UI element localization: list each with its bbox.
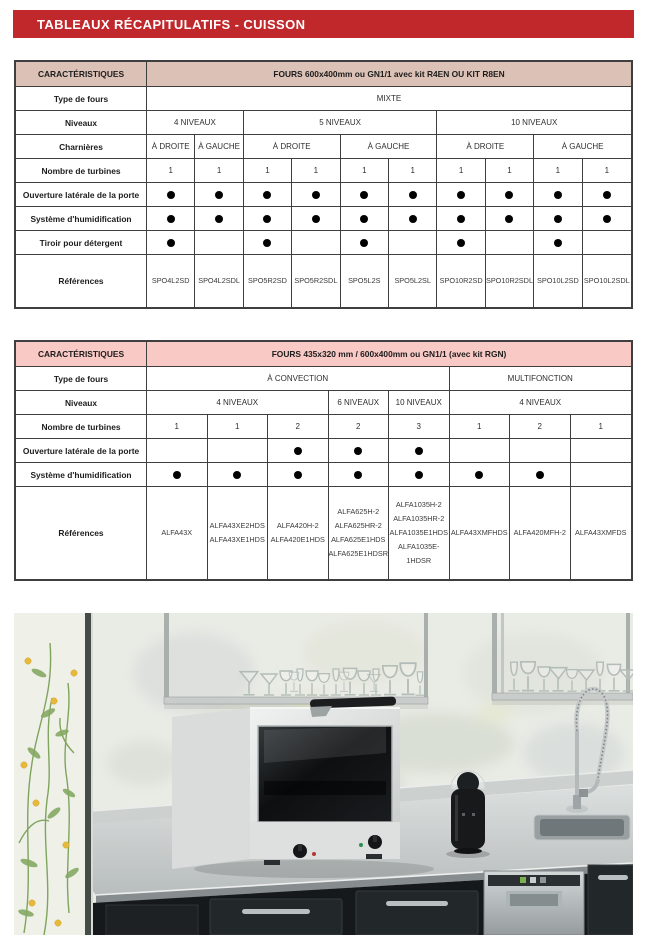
filled-dot-icon <box>415 447 423 455</box>
filled-dot-icon <box>263 239 271 247</box>
summary-table-fours-mixte <box>14 60 633 309</box>
value-cell: 1 <box>195 159 243 183</box>
reference-cell <box>268 487 329 579</box>
table-row <box>16 463 631 487</box>
value-cell: 1 <box>534 159 582 183</box>
feature-dot-cell <box>329 439 390 463</box>
reference-line: ALFA625H-2 <box>337 507 380 516</box>
table-row <box>16 367 631 391</box>
feature-dot-cell <box>389 207 437 231</box>
filled-dot-icon <box>603 191 611 199</box>
table-title-cell: CARACTÉRISTIQUES <box>16 342 147 367</box>
row-label: Références <box>16 487 147 579</box>
feature-dot-cell <box>244 207 292 231</box>
value-cell: 1 <box>583 159 631 183</box>
filled-dot-icon <box>360 191 368 199</box>
value-cell: 1 <box>244 159 292 183</box>
row-label: Type de fours <box>16 87 147 111</box>
reference-cell: SPO4L2SD <box>147 255 195 307</box>
empty-cell <box>208 439 269 463</box>
feature-dot-cell <box>341 183 389 207</box>
value-cell: 1 <box>437 159 485 183</box>
value-cell: 1 <box>571 415 632 439</box>
feature-dot-cell <box>147 207 195 231</box>
row-label: Nombre de turbines <box>16 159 147 183</box>
filled-dot-icon <box>505 215 513 223</box>
value-cell: À GAUCHE <box>534 135 631 159</box>
value-cell: À DROITE <box>244 135 341 159</box>
feature-dot-cell <box>534 207 582 231</box>
feature-dot-cell <box>147 183 195 207</box>
red-indicator-light <box>312 852 316 856</box>
feature-dot-cell <box>450 463 511 487</box>
table-row <box>16 391 631 415</box>
table-header-cell: FOURS 600x400mm ou GN1/1 avec kit R4EN OU KIT R8EN <box>147 62 631 87</box>
filled-dot-icon <box>554 191 562 199</box>
reference-cell: SPO5R2SD <box>244 255 292 307</box>
value-cell: 2 <box>329 415 390 439</box>
row-label: Ouverture latérale de la porte <box>16 183 147 207</box>
value-cell: 3 <box>389 415 450 439</box>
value-cell: À GAUCHE <box>341 135 438 159</box>
filled-dot-icon <box>263 215 271 223</box>
value-cell: 1 <box>147 415 208 439</box>
table-row <box>16 231 631 255</box>
value-cell: 10 NIVEAUX <box>389 391 450 415</box>
oven-window <box>258 726 392 822</box>
empty-cell <box>147 439 208 463</box>
filled-dot-icon <box>294 471 302 479</box>
row-label: Niveaux <box>16 391 147 415</box>
filled-dot-icon <box>457 215 465 223</box>
kitchen-photo <box>14 613 633 935</box>
sink <box>534 815 630 840</box>
reference-line: ALFA43XMFDS <box>574 528 627 537</box>
feature-dot-cell <box>534 183 582 207</box>
value-cell: 2 <box>510 415 571 439</box>
row-label: Système d'humidification <box>16 207 147 231</box>
feature-dot-cell <box>510 463 571 487</box>
empty-cell <box>510 439 571 463</box>
empty-cell <box>389 231 437 255</box>
table-row <box>16 487 631 579</box>
green-indicator-light <box>359 843 363 847</box>
reference-line: ALFA420H-2 <box>276 521 319 530</box>
feature-dot-cell <box>437 231 485 255</box>
value-cell: 1 <box>292 159 340 183</box>
filled-dot-icon <box>167 191 175 199</box>
feature-dot-cell <box>329 463 390 487</box>
feature-dot-cell <box>268 439 329 463</box>
filled-dot-icon <box>415 471 423 479</box>
value-cell: 4 NIVEAUX <box>147 111 244 135</box>
table-row <box>16 415 631 439</box>
value-cell: À DROITE <box>147 135 195 159</box>
reference-cell: SPO5R2SDL <box>292 255 340 307</box>
feature-dot-cell <box>389 439 450 463</box>
reference-cell: SPO5L2S <box>341 255 389 307</box>
filled-dot-icon <box>233 471 241 479</box>
value-cell: 6 NIVEAUX <box>329 391 390 415</box>
drawer-handle <box>386 901 448 906</box>
row-label: Niveaux <box>16 111 147 135</box>
filled-dot-icon <box>215 191 223 199</box>
row-label: Références <box>16 255 147 307</box>
reference-line: ALFA420MFH-2 <box>513 528 566 537</box>
feature-dot-cell <box>208 463 269 487</box>
table-header-cell: FOURS 435x320 mm / 600x400mm ou GN1/1 (avec kit RGN) <box>147 342 631 367</box>
value-cell: 1 <box>208 415 269 439</box>
reference-cell <box>450 487 511 579</box>
reference-cell <box>208 487 269 579</box>
filled-dot-icon <box>603 215 611 223</box>
reference-line: 1HDSR <box>406 556 432 565</box>
filled-dot-icon <box>354 471 362 479</box>
feature-dot-cell <box>437 207 485 231</box>
filled-dot-icon <box>475 471 483 479</box>
filled-dot-icon <box>360 239 368 247</box>
reference-line: ALFA43XE2HDS <box>209 521 265 530</box>
table-row <box>16 62 631 87</box>
table-title-cell: CARACTÉRISTIQUES <box>16 62 147 87</box>
value-cell: 4 NIVEAUX <box>450 391 632 415</box>
reference-line: ALFA1035E- <box>398 542 440 551</box>
value-cell: À GAUCHE <box>195 135 243 159</box>
filled-dot-icon <box>457 239 465 247</box>
reference-cell <box>147 487 208 579</box>
row-label: Tiroir pour détergent <box>16 231 147 255</box>
table-row <box>16 87 631 111</box>
filled-dot-icon <box>215 215 223 223</box>
table-row <box>16 135 631 159</box>
feature-dot-cell <box>389 183 437 207</box>
row-label: Ouverture latérale de la porte <box>16 439 147 463</box>
empty-cell <box>583 231 631 255</box>
reference-cell: SPO10L2SDL <box>583 276 630 285</box>
reference-cell <box>389 487 450 579</box>
filled-dot-icon <box>354 447 362 455</box>
filled-dot-icon <box>263 191 271 199</box>
value-cell: 1 <box>147 159 195 183</box>
filled-dot-icon <box>409 215 417 223</box>
reference-cell: SPO5L2SL <box>389 255 437 307</box>
feature-dot-cell <box>583 207 631 231</box>
value-cell: À CONVECTION <box>147 367 450 391</box>
value-cell: 1 <box>486 159 534 183</box>
row-label: Nombre de turbines <box>16 415 147 439</box>
feature-dot-cell <box>195 207 243 231</box>
empty-cell <box>292 231 340 255</box>
table-row <box>16 207 631 231</box>
reference-line: ALFA43X <box>161 528 193 537</box>
filled-dot-icon <box>360 215 368 223</box>
wall-divider <box>85 613 93 935</box>
table-row <box>16 159 631 183</box>
oven <box>172 697 400 869</box>
row-label: Type de fours <box>16 367 147 391</box>
section-banner <box>13 10 634 38</box>
value-cell: 2 <box>268 415 329 439</box>
reference-cell <box>329 487 390 579</box>
feature-dot-cell <box>437 183 485 207</box>
value-cell: MULTIFONCTION <box>450 367 632 391</box>
empty-cell <box>195 231 243 255</box>
value-cell: 10 NIVEAUX <box>437 111 631 135</box>
dishwasher <box>484 871 584 935</box>
feature-dot-cell <box>292 207 340 231</box>
row-label: Charnières <box>16 135 147 159</box>
wallpaper <box>14 613 85 935</box>
reference-cell <box>571 487 632 579</box>
value-cell: À DROITE <box>437 135 534 159</box>
table-row <box>16 255 631 307</box>
feature-dot-cell <box>244 231 292 255</box>
feature-dot-cell <box>341 231 389 255</box>
reference-line: ALFA625E1HDSR <box>328 549 389 558</box>
feature-dot-cell <box>534 231 582 255</box>
table-row <box>16 183 631 207</box>
table-row <box>16 342 631 367</box>
filled-dot-icon <box>409 191 417 199</box>
empty-cell <box>571 439 632 463</box>
feature-dot-cell <box>341 207 389 231</box>
reference-line: ALFA420E1HDS <box>270 535 325 544</box>
filled-dot-icon <box>167 215 175 223</box>
filled-dot-icon <box>505 191 513 199</box>
section-title: TABLEAUX RÉCAPITULATIFS - CUISSON <box>37 16 306 32</box>
feature-dot-cell <box>244 183 292 207</box>
reference-line: ALFA625E1HDS <box>331 535 386 544</box>
filled-dot-icon <box>167 239 175 247</box>
value-cell: 5 NIVEAUX <box>244 111 438 135</box>
reference-line: ALFA43XE1HDS <box>209 535 265 544</box>
feature-dot-cell <box>389 463 450 487</box>
oven-side-panel <box>172 708 250 869</box>
filled-dot-icon <box>554 215 562 223</box>
reference-line: ALFA1035HR-2 <box>393 514 445 523</box>
empty-cell <box>486 231 534 255</box>
empty-cell <box>450 439 511 463</box>
filled-dot-icon <box>312 215 320 223</box>
reference-cell: SPO10R2SDL <box>486 255 534 307</box>
table-row <box>16 439 631 463</box>
summary-table-fours-convection <box>14 340 633 581</box>
drawer-handle <box>598 875 628 880</box>
reference-cell: SPO4L2SDL <box>195 255 243 307</box>
value-cell: 1 <box>450 415 511 439</box>
filled-dot-icon <box>554 239 562 247</box>
feature-dot-cell <box>147 463 208 487</box>
reference-line: ALFA625HR-2 <box>334 521 382 530</box>
filled-dot-icon <box>173 471 181 479</box>
reference-cell <box>510 487 571 579</box>
reference-line: ALFA43XMFHDS <box>450 528 508 537</box>
canister <box>451 771 485 854</box>
reference-line: ALFA1035H-2 <box>395 500 442 509</box>
table-row <box>16 111 631 135</box>
filled-dot-icon <box>294 447 302 455</box>
value-cell: MIXTE <box>147 87 631 111</box>
row-label: Système d'humidification <box>16 463 147 487</box>
feature-dot-cell <box>195 183 243 207</box>
drawer-handle <box>242 909 310 914</box>
feature-dot-cell <box>486 183 534 207</box>
value-cell: 1 <box>389 159 437 183</box>
value-cell: 1 <box>341 159 389 183</box>
feature-dot-cell <box>292 183 340 207</box>
filled-dot-icon <box>536 471 544 479</box>
value-cell: 4 NIVEAUX <box>147 391 329 415</box>
feature-dot-cell <box>486 207 534 231</box>
reference-cell: SPO10L2SD <box>534 255 582 307</box>
feature-dot-cell <box>268 463 329 487</box>
reference-cell: SPO10R2SD <box>437 255 485 307</box>
filled-dot-icon <box>312 191 320 199</box>
reference-line: ALFA1035E1HDS <box>389 528 448 537</box>
filled-dot-icon <box>457 191 465 199</box>
feature-dot-cell <box>147 231 195 255</box>
empty-cell <box>571 463 632 487</box>
feature-dot-cell <box>583 183 631 207</box>
